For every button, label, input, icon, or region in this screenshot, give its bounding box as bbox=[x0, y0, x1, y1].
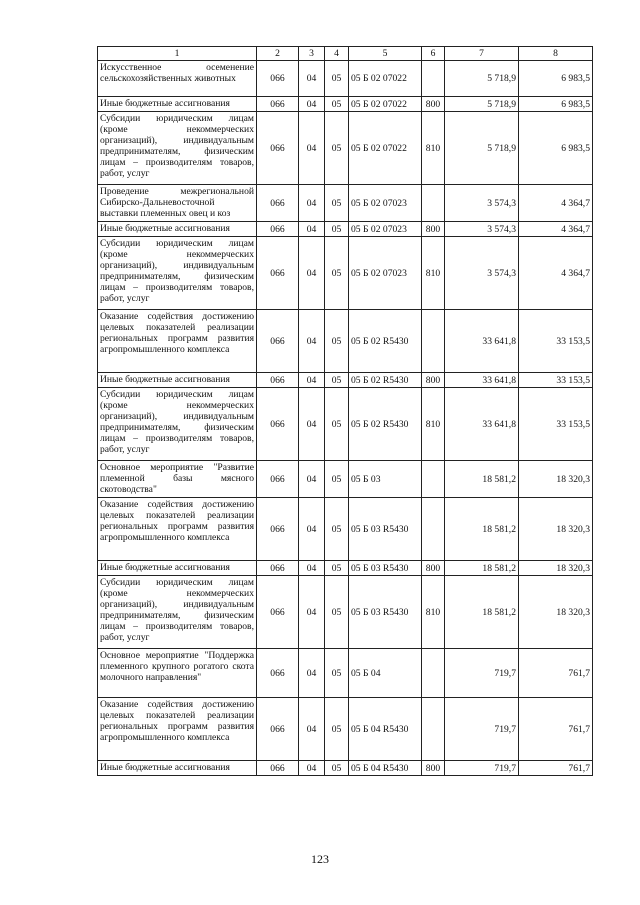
row-name-cell: Оказание содействия достижению целевых показателей реализации региональных программ развития агропромышленного комплекса bbox=[98, 310, 257, 373]
row-amount-1-cell: 3 574,3 bbox=[445, 185, 519, 222]
column-header: 3 bbox=[299, 47, 325, 61]
row-code-cell: 066 bbox=[257, 576, 299, 649]
row-target-article-cell: 05 Б 02 R5430 bbox=[349, 373, 422, 388]
table-row bbox=[98, 222, 593, 237]
row-section-cell: 04 bbox=[299, 761, 325, 776]
table-row bbox=[98, 310, 593, 373]
row-target-article-cell: 05 Б 02 07023 bbox=[349, 222, 422, 237]
row-target-article-cell: 05 Б 02 07022 bbox=[349, 112, 422, 185]
row-target-article-cell: 05 Б 02 R5430 bbox=[349, 310, 422, 373]
row-expense-type-cell: 800 bbox=[422, 373, 445, 388]
row-name-cell: Субсидии юридическим лицам (кроме некоммерческих организаций), индивидуальным предпринимателям, физическим лицам – производителям товаров, работ, услуг bbox=[98, 388, 257, 461]
row-amount-1-cell: 18 581,2 bbox=[445, 461, 519, 498]
row-name-cell: Субсидии юридическим лицам (кроме некоммерческих организаций), индивидуальным предпринимателям, физическим лицам – производителям товаров, работ, услуг bbox=[98, 576, 257, 649]
row-amount-2-cell: 18 320,3 bbox=[519, 576, 593, 649]
row-expense-type-cell: 800 bbox=[422, 761, 445, 776]
row-expense-type-cell bbox=[422, 461, 445, 498]
row-target-article-cell: 05 Б 03 R5430 bbox=[349, 561, 422, 576]
row-expense-type-cell bbox=[422, 61, 445, 97]
table-row bbox=[98, 649, 593, 698]
column-header: 1 bbox=[98, 47, 257, 61]
table-row bbox=[98, 373, 593, 388]
row-amount-1-cell: 5 718,9 bbox=[445, 97, 519, 112]
row-subsection-cell: 05 bbox=[325, 222, 349, 237]
row-code-cell: 066 bbox=[257, 561, 299, 576]
row-subsection-cell: 05 bbox=[325, 649, 349, 698]
row-name-cell: Иные бюджетные ассигнования bbox=[98, 222, 257, 237]
row-subsection-cell: 05 bbox=[325, 61, 349, 97]
row-code-cell: 066 bbox=[257, 761, 299, 776]
row-section-cell: 04 bbox=[299, 498, 325, 561]
row-name-cell: Проведение межрегиональной Сибирско-Дальневосточной выставки племенных овец и коз bbox=[98, 185, 257, 222]
row-expense-type-cell: 810 bbox=[422, 576, 445, 649]
row-amount-2-cell: 6 983,5 bbox=[519, 61, 593, 97]
column-header: 8 bbox=[519, 47, 593, 61]
row-target-article-cell: 05 Б 03 R5430 bbox=[349, 576, 422, 649]
column-header: 5 bbox=[349, 47, 422, 61]
row-section-cell: 04 bbox=[299, 373, 325, 388]
row-code-cell: 066 bbox=[257, 97, 299, 112]
row-name-cell: Иные бюджетные ассигнования bbox=[98, 373, 257, 388]
row-subsection-cell: 05 bbox=[325, 388, 349, 461]
row-amount-1-cell: 3 574,3 bbox=[445, 222, 519, 237]
row-section-cell: 04 bbox=[299, 649, 325, 698]
row-amount-2-cell: 6 983,5 bbox=[519, 97, 593, 112]
row-name-cell: Оказание содействия достижению целевых показателей реализации региональных программ развития агропромышленного комплекса bbox=[98, 698, 257, 761]
row-section-cell: 04 bbox=[299, 237, 325, 310]
row-section-cell: 04 bbox=[299, 310, 325, 373]
column-header: 2 bbox=[257, 47, 299, 61]
row-amount-1-cell: 18 581,2 bbox=[445, 498, 519, 561]
row-subsection-cell: 05 bbox=[325, 698, 349, 761]
row-amount-1-cell: 719,7 bbox=[445, 649, 519, 698]
row-name-cell: Иные бюджетные ассигнования bbox=[98, 561, 257, 576]
row-subsection-cell: 05 bbox=[325, 310, 349, 373]
table-row bbox=[98, 388, 593, 461]
row-code-cell: 066 bbox=[257, 461, 299, 498]
row-amount-1-cell: 33 641,8 bbox=[445, 310, 519, 373]
row-amount-1-cell: 18 581,2 bbox=[445, 576, 519, 649]
table-row bbox=[98, 97, 593, 112]
table-header-row bbox=[98, 47, 593, 61]
row-target-article-cell: 05 Б 02 R5430 bbox=[349, 388, 422, 461]
row-amount-2-cell: 761,7 bbox=[519, 698, 593, 761]
row-subsection-cell: 05 bbox=[325, 112, 349, 185]
row-target-article-cell: 05 Б 02 07022 bbox=[349, 61, 422, 97]
row-expense-type-cell bbox=[422, 649, 445, 698]
row-target-article-cell: 05 Б 04 bbox=[349, 649, 422, 698]
row-subsection-cell: 05 bbox=[325, 461, 349, 498]
table-body bbox=[98, 61, 593, 776]
row-target-article-cell: 05 Б 02 07022 bbox=[349, 97, 422, 112]
row-code-cell: 066 bbox=[257, 185, 299, 222]
table-row bbox=[98, 761, 593, 776]
row-code-cell: 066 bbox=[257, 222, 299, 237]
row-code-cell: 066 bbox=[257, 237, 299, 310]
row-section-cell: 04 bbox=[299, 461, 325, 498]
row-expense-type-cell bbox=[422, 698, 445, 761]
row-name-cell: Субсидии юридическим лицам (кроме некоммерческих организаций), индивидуальным предпринимателям, физическим лицам – производителям товаров, работ, услуг bbox=[98, 112, 257, 185]
row-name-cell: Субсидии юридическим лицам (кроме некоммерческих организаций), индивидуальным предпринимателям, физическим лицам – производителям товаров, работ, услуг bbox=[98, 237, 257, 310]
column-header: 4 bbox=[325, 47, 349, 61]
row-expense-type-cell: 810 bbox=[422, 237, 445, 310]
row-expense-type-cell bbox=[422, 498, 445, 561]
row-amount-2-cell: 761,7 bbox=[519, 649, 593, 698]
row-expense-type-cell: 800 bbox=[422, 561, 445, 576]
row-name-cell: Иные бюджетные ассигнования bbox=[98, 761, 257, 776]
row-amount-2-cell: 4 364,7 bbox=[519, 222, 593, 237]
row-code-cell: 066 bbox=[257, 373, 299, 388]
row-expense-type-cell bbox=[422, 310, 445, 373]
row-section-cell: 04 bbox=[299, 576, 325, 649]
row-amount-2-cell: 4 364,7 bbox=[519, 185, 593, 222]
row-amount-2-cell: 33 153,5 bbox=[519, 373, 593, 388]
row-code-cell: 066 bbox=[257, 698, 299, 761]
row-section-cell: 04 bbox=[299, 185, 325, 222]
row-amount-2-cell: 33 153,5 bbox=[519, 310, 593, 373]
row-code-cell: 066 bbox=[257, 112, 299, 185]
row-target-article-cell: 05 Б 03 R5430 bbox=[349, 498, 422, 561]
page-number: 123 bbox=[311, 852, 329, 866]
row-expense-type-cell: 800 bbox=[422, 97, 445, 112]
row-name-cell: Основное мероприятие "Развитие племенной базы мясного скотоводства" bbox=[98, 461, 257, 498]
row-amount-1-cell: 719,7 bbox=[445, 761, 519, 776]
table-row bbox=[98, 461, 593, 498]
row-subsection-cell: 05 bbox=[325, 97, 349, 112]
table-row bbox=[98, 576, 593, 649]
row-code-cell: 066 bbox=[257, 388, 299, 461]
row-amount-1-cell: 5 718,9 bbox=[445, 61, 519, 97]
row-name-cell: Оказание содействия достижению целевых показателей реализации региональных программ развития агропромышленного комплекса bbox=[98, 498, 257, 561]
row-name-cell: Основное мероприятие "Поддержка племенного крупного рогатого скота молочного направления" bbox=[98, 649, 257, 698]
row-code-cell: 066 bbox=[257, 649, 299, 698]
row-name-cell: Иные бюджетные ассигнования bbox=[98, 97, 257, 112]
table-row bbox=[98, 698, 593, 761]
row-target-article-cell: 05 Б 02 07023 bbox=[349, 237, 422, 310]
row-subsection-cell: 05 bbox=[325, 237, 349, 310]
row-amount-2-cell: 18 320,3 bbox=[519, 561, 593, 576]
row-code-cell: 066 bbox=[257, 61, 299, 97]
row-section-cell: 04 bbox=[299, 388, 325, 461]
row-amount-1-cell: 33 641,8 bbox=[445, 388, 519, 461]
table-row bbox=[98, 185, 593, 222]
row-expense-type-cell: 800 bbox=[422, 222, 445, 237]
row-amount-2-cell: 761,7 bbox=[519, 761, 593, 776]
row-subsection-cell: 05 bbox=[325, 576, 349, 649]
row-subsection-cell: 05 bbox=[325, 761, 349, 776]
row-subsection-cell: 05 bbox=[325, 561, 349, 576]
row-section-cell: 04 bbox=[299, 561, 325, 576]
row-amount-1-cell: 719,7 bbox=[445, 698, 519, 761]
row-subsection-cell: 05 bbox=[325, 498, 349, 561]
row-section-cell: 04 bbox=[299, 61, 325, 97]
table-row bbox=[98, 498, 593, 561]
row-code-cell: 066 bbox=[257, 310, 299, 373]
row-expense-type-cell: 810 bbox=[422, 388, 445, 461]
row-section-cell: 04 bbox=[299, 112, 325, 185]
row-amount-2-cell: 6 983,5 bbox=[519, 112, 593, 185]
column-header: 7 bbox=[445, 47, 519, 61]
row-expense-type-cell: 810 bbox=[422, 112, 445, 185]
row-name-cell: Искусственное осеменение сельскохозяйственных животных bbox=[98, 61, 257, 97]
row-amount-2-cell: 18 320,3 bbox=[519, 461, 593, 498]
row-amount-2-cell: 33 153,5 bbox=[519, 388, 593, 461]
budget-table bbox=[97, 46, 593, 776]
table-row bbox=[98, 61, 593, 97]
table-row bbox=[98, 237, 593, 310]
row-amount-2-cell: 4 364,7 bbox=[519, 237, 593, 310]
row-subsection-cell: 05 bbox=[325, 185, 349, 222]
row-amount-1-cell: 5 718,9 bbox=[445, 112, 519, 185]
row-target-article-cell: 05 Б 04 R5430 bbox=[349, 698, 422, 761]
table-row bbox=[98, 112, 593, 185]
row-section-cell: 04 bbox=[299, 698, 325, 761]
column-header: 6 bbox=[422, 47, 445, 61]
row-target-article-cell: 05 Б 02 07023 bbox=[349, 185, 422, 222]
row-target-article-cell: 05 Б 04 R5430 bbox=[349, 761, 422, 776]
row-expense-type-cell bbox=[422, 185, 445, 222]
row-amount-1-cell: 33 641,8 bbox=[445, 373, 519, 388]
row-code-cell: 066 bbox=[257, 498, 299, 561]
row-target-article-cell: 05 Б 03 bbox=[349, 461, 422, 498]
table-row bbox=[98, 561, 593, 576]
row-amount-1-cell: 18 581,2 bbox=[445, 561, 519, 576]
row-subsection-cell: 05 bbox=[325, 373, 349, 388]
row-amount-1-cell: 3 574,3 bbox=[445, 237, 519, 310]
row-amount-2-cell: 18 320,3 bbox=[519, 498, 593, 561]
row-section-cell: 04 bbox=[299, 97, 325, 112]
row-section-cell: 04 bbox=[299, 222, 325, 237]
